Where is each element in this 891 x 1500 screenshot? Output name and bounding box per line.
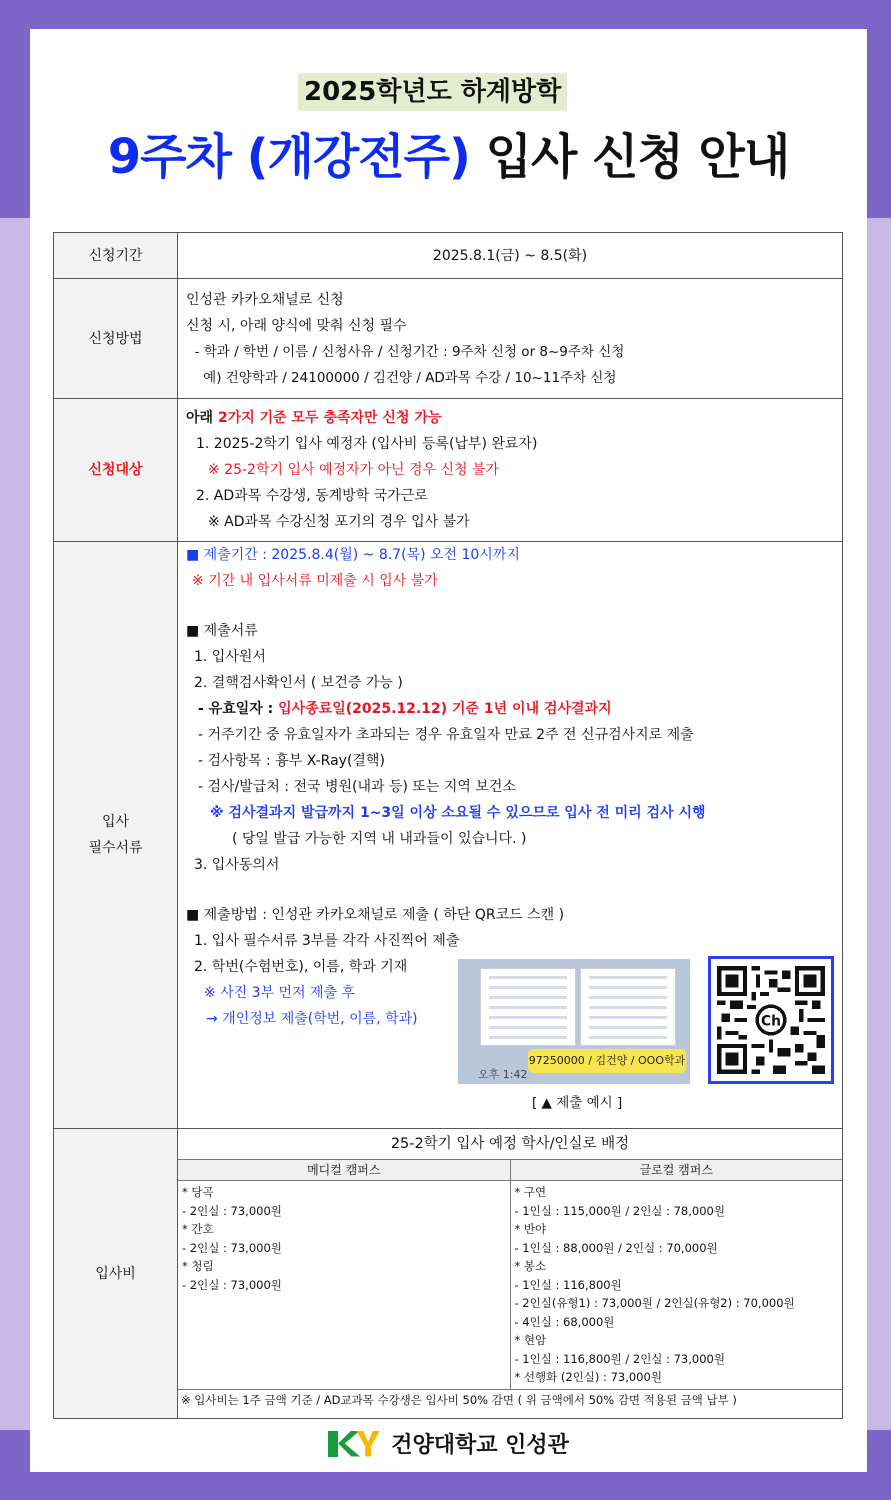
fee-line: - 2인실(유형1) : 73,000원 / 2인실(유형2) : 70,000원	[514, 1296, 795, 1310]
advice: ※ 검사결과지 발급까지 1~3일 이상 소요될 수 있으므로 입사 전 미리 검사 시행	[210, 805, 706, 821]
test-item: - 검사항목 : 흉부 X-Ray(결핵)	[198, 753, 385, 769]
method-content	[178, 279, 843, 399]
advice-sub: ( 당일 발급 가능한 지역 내 내과들이 있습니다. )	[232, 831, 527, 847]
fee-note-row	[178, 1389, 842, 1410]
submission-example-image	[458, 959, 690, 1084]
submit-step-note: → 개인정보 제출(학번, 이름, 학과)	[206, 1011, 418, 1027]
fee-line: - 1인실 : 115,000원 / 2인실 : 78,000원	[514, 1203, 725, 1218]
documents-row	[54, 542, 843, 1129]
fee-line: * 간호	[182, 1222, 214, 1236]
issuer: - 검사/발급처 : 전국 병원(내과 등) 또는 지역 보건소	[198, 779, 516, 795]
submit-step-note: ※ 사진 3부 먼저 제출 후	[204, 985, 356, 1001]
fee-header: 25-2학기 입사 예정 학사/인실로 배정	[178, 1129, 842, 1160]
method-line: 예) 건양학과 / 24100000 / 김건양 / AD과목 수강 / 10~11주차 신청	[186, 369, 617, 386]
validity-value: 입사종료일(2025.12.12) 기준 1년 이내 검사결과지	[278, 701, 612, 717]
qr-badge: Ch	[761, 1013, 781, 1030]
header	[30, 29, 867, 229]
example-caption: [ ▲ 제출 예시 ]	[532, 1095, 623, 1111]
validity-label: - 유효일자 :	[198, 701, 279, 717]
target-item-1-note: ※ 25-2학기 입사 예정자가 아닌 경우 신청 불가	[208, 462, 500, 478]
fee-line: * 봉소	[514, 1259, 547, 1273]
target-content	[178, 399, 843, 542]
notice-card	[30, 29, 867, 1472]
campus-medical: 메디컬 캠퍼스	[178, 1160, 510, 1181]
target-item-2-note: ※ AD과목 수강신청 포기의 경우 입사 불가	[208, 514, 470, 530]
footer	[30, 1428, 867, 1462]
submit-step: 2. 학번(수험번호), 이름, 학과 기재	[194, 959, 408, 975]
fee-content	[178, 1129, 843, 1419]
subtitle: 2025학년도 하계방학	[298, 73, 567, 111]
spacer	[186, 594, 834, 618]
fee-line: - 2인실 : 73,000원	[182, 1277, 282, 1292]
submit-deadline-note: ※ 기간 내 입사서류 미제출 시 입사 불가	[192, 573, 438, 589]
target-item-1: 1. 2025-2학기 입사 예정자 (입사비 등록(납부) 완료자)	[196, 436, 538, 452]
documents-body	[186, 542, 834, 1122]
target-intro	[186, 405, 834, 431]
fee-line: * 청림	[182, 1259, 214, 1273]
doc-item: 3. 입사동의서	[194, 857, 280, 873]
title-rest: 입사 신청 안내	[469, 129, 790, 185]
period-label: 신청기간	[54, 233, 178, 279]
example-time: 오후 1:42	[478, 1068, 528, 1081]
example-document	[580, 968, 676, 1046]
doc-item: 1. 입사원서	[194, 649, 266, 665]
campus-global: 글로컬 캠퍼스	[510, 1160, 842, 1181]
documents-label-line: 입사	[101, 814, 130, 830]
footer-brand	[328, 1428, 569, 1459]
target-item-2: 2. AD과목 수강생, 동계방학 국가근로	[196, 488, 428, 504]
page-title	[30, 125, 867, 189]
fee-line: * 반야	[514, 1222, 547, 1236]
fee-note: ※ 입사비는 1주 금액 기준 / AD교과목 수강생은 입사비 50% 감면 ( 위 금액에서 50% 감면 적용된 금액 납부 )	[178, 1389, 842, 1410]
documents-label-line: 필수서류	[88, 840, 143, 856]
medical-fee-list	[178, 1181, 510, 1390]
qr-code-icon	[717, 965, 825, 1075]
fee-line: * 현암	[514, 1333, 547, 1347]
stay-note: - 거주기간 중 유효일자가 초과되는 경우 유효일자 만료 2주 전 신규검사지로 제출	[198, 727, 694, 743]
submit-deadline: ■ 제출기간 : 2025.8.4(월) ~ 8.7(목) 오전 10시까지	[186, 547, 520, 563]
doc-item: 2. 결핵검사확인서 ( 보건증 가능 )	[194, 675, 403, 691]
fee-line: - 2인실 : 73,000원	[182, 1203, 282, 1218]
kakao-qr-code[interactable]	[708, 956, 834, 1084]
fee-line: - 1인실 : 116,800원	[514, 1277, 622, 1292]
fee-line: - 4인실 : 68,000원	[514, 1314, 615, 1329]
documents-label	[54, 542, 178, 1129]
fee-line: - 1인실 : 88,000원 / 2인실 : 70,000원	[514, 1240, 718, 1255]
footer-org-name: 건양대학교 인성관	[391, 1433, 569, 1458]
fee-line: * 선행화 (2인실) : 73,000원	[514, 1370, 662, 1384]
example-document	[480, 968, 576, 1046]
period-row	[54, 233, 843, 279]
fee-label: 입사비	[54, 1129, 178, 1419]
university-logo-icon	[328, 1431, 380, 1457]
target-intro-prefix: 아래	[186, 410, 218, 426]
fee-row	[54, 1129, 843, 1419]
title-highlight: 9주차 (개강전주)	[107, 129, 470, 185]
method-line: 신청 시, 아래 양식에 맞춰 신청 필수	[186, 317, 407, 334]
target-intro-highlight: 2가지 기준 모두 충족자만 신청 가능	[217, 410, 442, 426]
global-fee-list	[510, 1181, 842, 1390]
spacer	[186, 878, 834, 902]
example-message-bubble: 97250000 / 김건양 / OOO학과	[528, 1049, 686, 1073]
method-line: - 학과 / 학번 / 이름 / 신청사유 / 신청기간 : 9주차 신청 or 8~9주차 신청	[186, 343, 625, 360]
method-label: 신청방법	[54, 279, 178, 399]
target-row	[54, 399, 843, 542]
fee-table	[178, 1129, 842, 1410]
method-line: 인성관 카카오채널로 신청	[186, 291, 344, 308]
docs-title: ■ 제출서류	[186, 623, 258, 639]
period-value: 2025.8.1(금) ~ 8.5(화)	[178, 233, 843, 279]
submit-method: ■ 제출방법 : 인성관 카카오채널로 제출 ( 하단 QR코드 스캔 )	[186, 907, 565, 923]
method-row	[54, 279, 843, 399]
fee-line: - 1인실 : 116,800원 / 2인실 : 73,000원	[514, 1351, 725, 1366]
campus-row	[178, 1160, 842, 1181]
info-table	[53, 232, 843, 1419]
fee-line: - 2인실 : 73,000원	[182, 1240, 282, 1255]
fee-header-row	[178, 1129, 842, 1160]
fee-line: * 구연	[514, 1185, 547, 1199]
fee-list-row	[178, 1181, 842, 1390]
validity-line	[186, 696, 834, 722]
fee-line: * 당곡	[182, 1185, 214, 1199]
documents-content	[178, 542, 843, 1129]
target-label: 신청대상	[54, 399, 178, 542]
submit-step: 1. 입사 필수서류 3부를 각각 사진찍어 제출	[194, 933, 460, 949]
